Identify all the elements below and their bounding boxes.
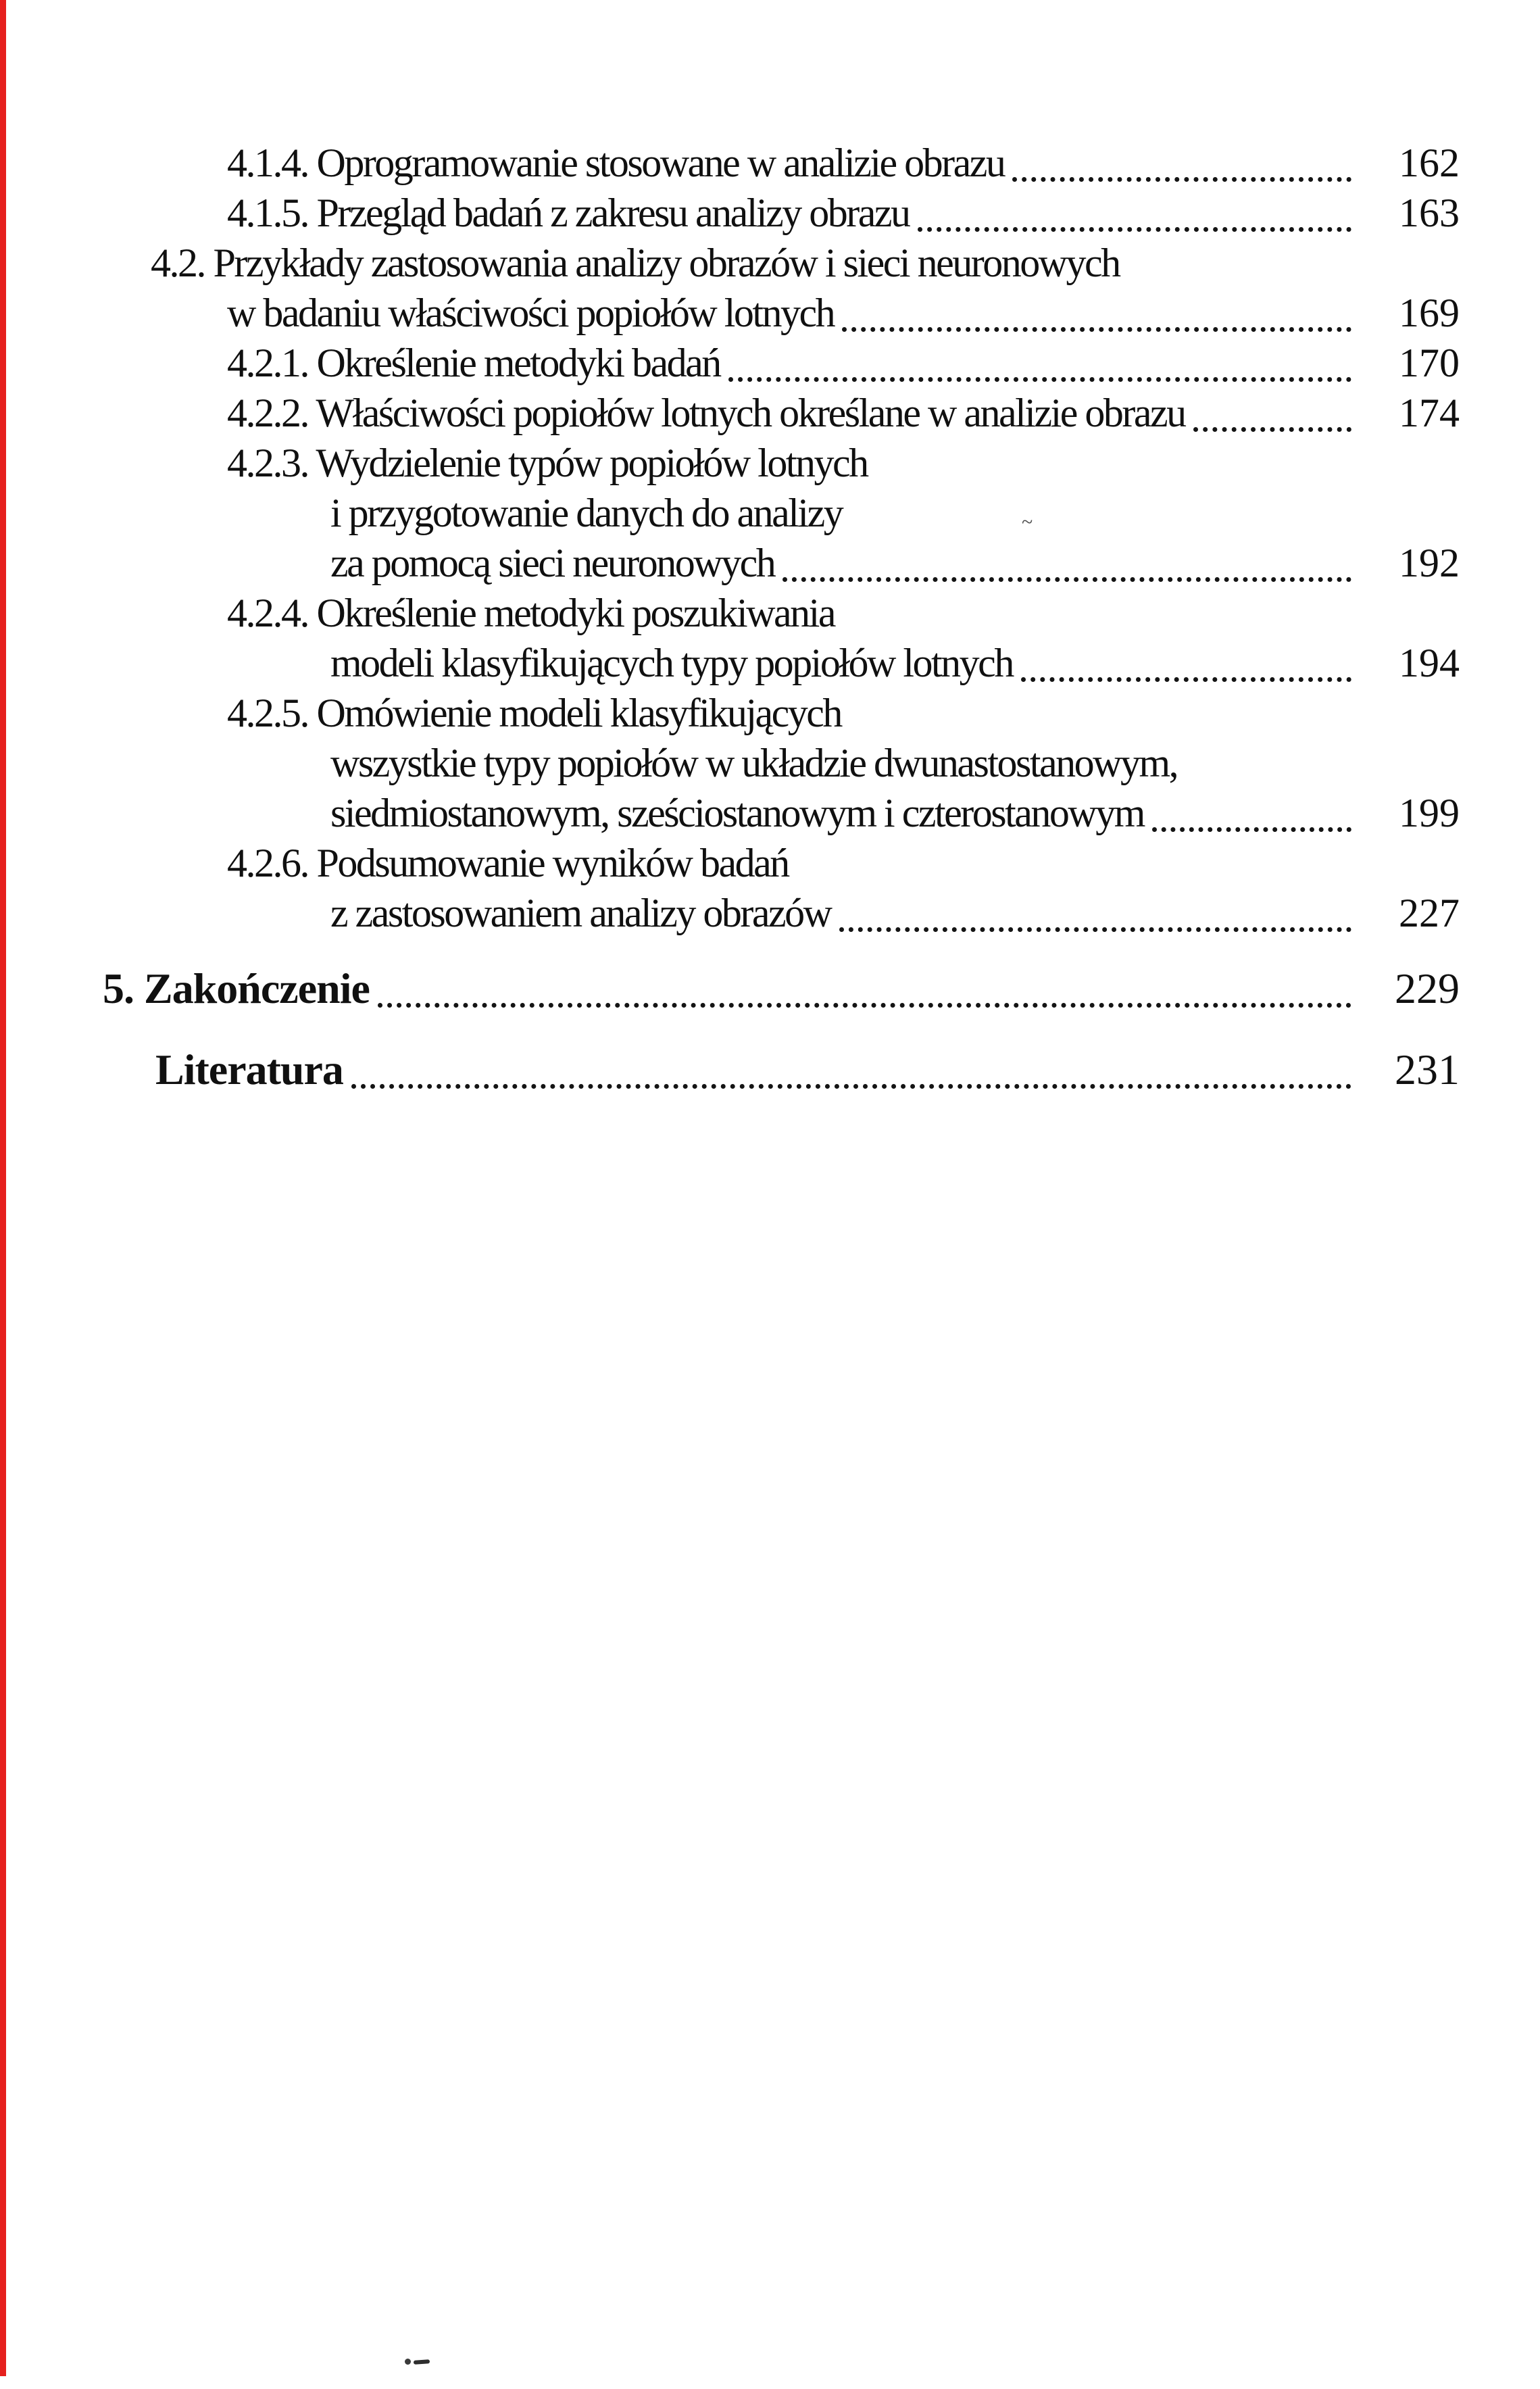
toc-dot-leader (918, 227, 1351, 232)
toc-page-number: 169 (1399, 291, 1460, 335)
toc-page-number: 162 (1399, 141, 1460, 185)
toc-dot-leader (378, 1003, 1351, 1008)
toc-entry (0, 1045, 1460, 1095)
toc-page-number: 199 (1399, 791, 1460, 835)
toc-dot-leader (783, 577, 1351, 582)
toc-entry-label: z zastosowaniem analizy obrazów (330, 891, 831, 935)
toc-dot-leader (351, 1084, 1351, 1089)
toc-page-number: 194 (1399, 641, 1460, 685)
toc-entry (0, 638, 1460, 688)
toc-entry (0, 488, 1460, 538)
toc-entry-label: w badaniu właściwości popiołów lotnych (227, 291, 835, 335)
toc-entry-label: Literatura (155, 1045, 343, 1093)
toc-entry-label: 4.2.5. Omówienie modeli klasyfikujących (227, 691, 841, 735)
toc-entry (0, 538, 1460, 588)
scan-artifact-tilde: ~ (1022, 511, 1033, 533)
toc-entry-label: modeli klasyfikujących typy popiołów lotnych (330, 641, 1013, 685)
toc-entry (0, 588, 1460, 638)
toc-dot-leader (1193, 427, 1351, 432)
toc-dot-leader (842, 327, 1351, 332)
toc-dot-leader (1152, 827, 1351, 832)
toc-page-number: 192 (1399, 541, 1460, 585)
toc-entry-label: 4.2.4. Określenie metodyki poszukiwania (227, 591, 835, 635)
toc-entry-label: i przygotowanie danych do analizy (330, 491, 843, 535)
toc-dot-leader (1012, 177, 1351, 182)
toc-entry-label: za pomocą sieci neuronowych (330, 541, 775, 585)
toc-page-number: 170 (1399, 341, 1460, 385)
toc-entry-label: 4.1.4. Oprogramowanie stosowane w analizie obrazu (227, 141, 1005, 185)
toc-entry (0, 288, 1460, 338)
toc-dot-leader (839, 927, 1352, 932)
toc-entry (0, 788, 1460, 838)
toc-page-number: 163 (1399, 191, 1460, 235)
scan-artifact-dash (414, 2359, 430, 2365)
toc-entry-label: 4.2.2. Właściwości popiołów lotnych określane w analizie obrazu (227, 391, 1185, 435)
toc-entry (0, 438, 1460, 488)
toc-dot-leader (1021, 677, 1351, 682)
toc-entry (0, 738, 1460, 788)
toc-entry (0, 964, 1460, 1014)
toc-entry (0, 888, 1460, 938)
scan-artifact-dot (405, 2359, 411, 2365)
toc-dot-leader (728, 377, 1351, 382)
toc-page-number: 231 (1395, 1045, 1460, 1093)
toc-entry-label: 4.2.3. Wydzielenie typów popiołów lotnych (227, 441, 868, 485)
toc-entry (0, 338, 1460, 388)
toc-entry (0, 388, 1460, 438)
toc-entry-label: 4.2.1. Określenie metodyki badań (227, 341, 720, 385)
toc-entry (0, 238, 1460, 288)
toc-entry-label: siedmiostanowym, sześciostanowym i czterostanowym (330, 791, 1144, 835)
toc-entry (0, 138, 1460, 188)
toc-entry (0, 838, 1460, 888)
toc-page-number: 227 (1399, 891, 1460, 935)
toc-entry-label: 4.2. Przykłady zastosowania analizy obrazów i sieci neuronowych (151, 241, 1120, 285)
toc-entry-label: 4.1.5. Przegląd badań z zakresu analizy obrazu (227, 191, 910, 235)
toc-page-number: 174 (1399, 391, 1460, 435)
toc-entry-label: 4.2.6. Podsumowanie wyników badań (227, 841, 789, 885)
toc-entry-label: wszystkie typy popiołów w układzie dwunastostanowym, (330, 741, 1178, 785)
toc-entry (0, 688, 1460, 738)
toc-page-number: 229 (1395, 964, 1460, 1012)
toc-entry (0, 188, 1460, 238)
toc-entry-label: 5. Zakończenie (103, 964, 370, 1012)
toc-list (0, 138, 1460, 1095)
